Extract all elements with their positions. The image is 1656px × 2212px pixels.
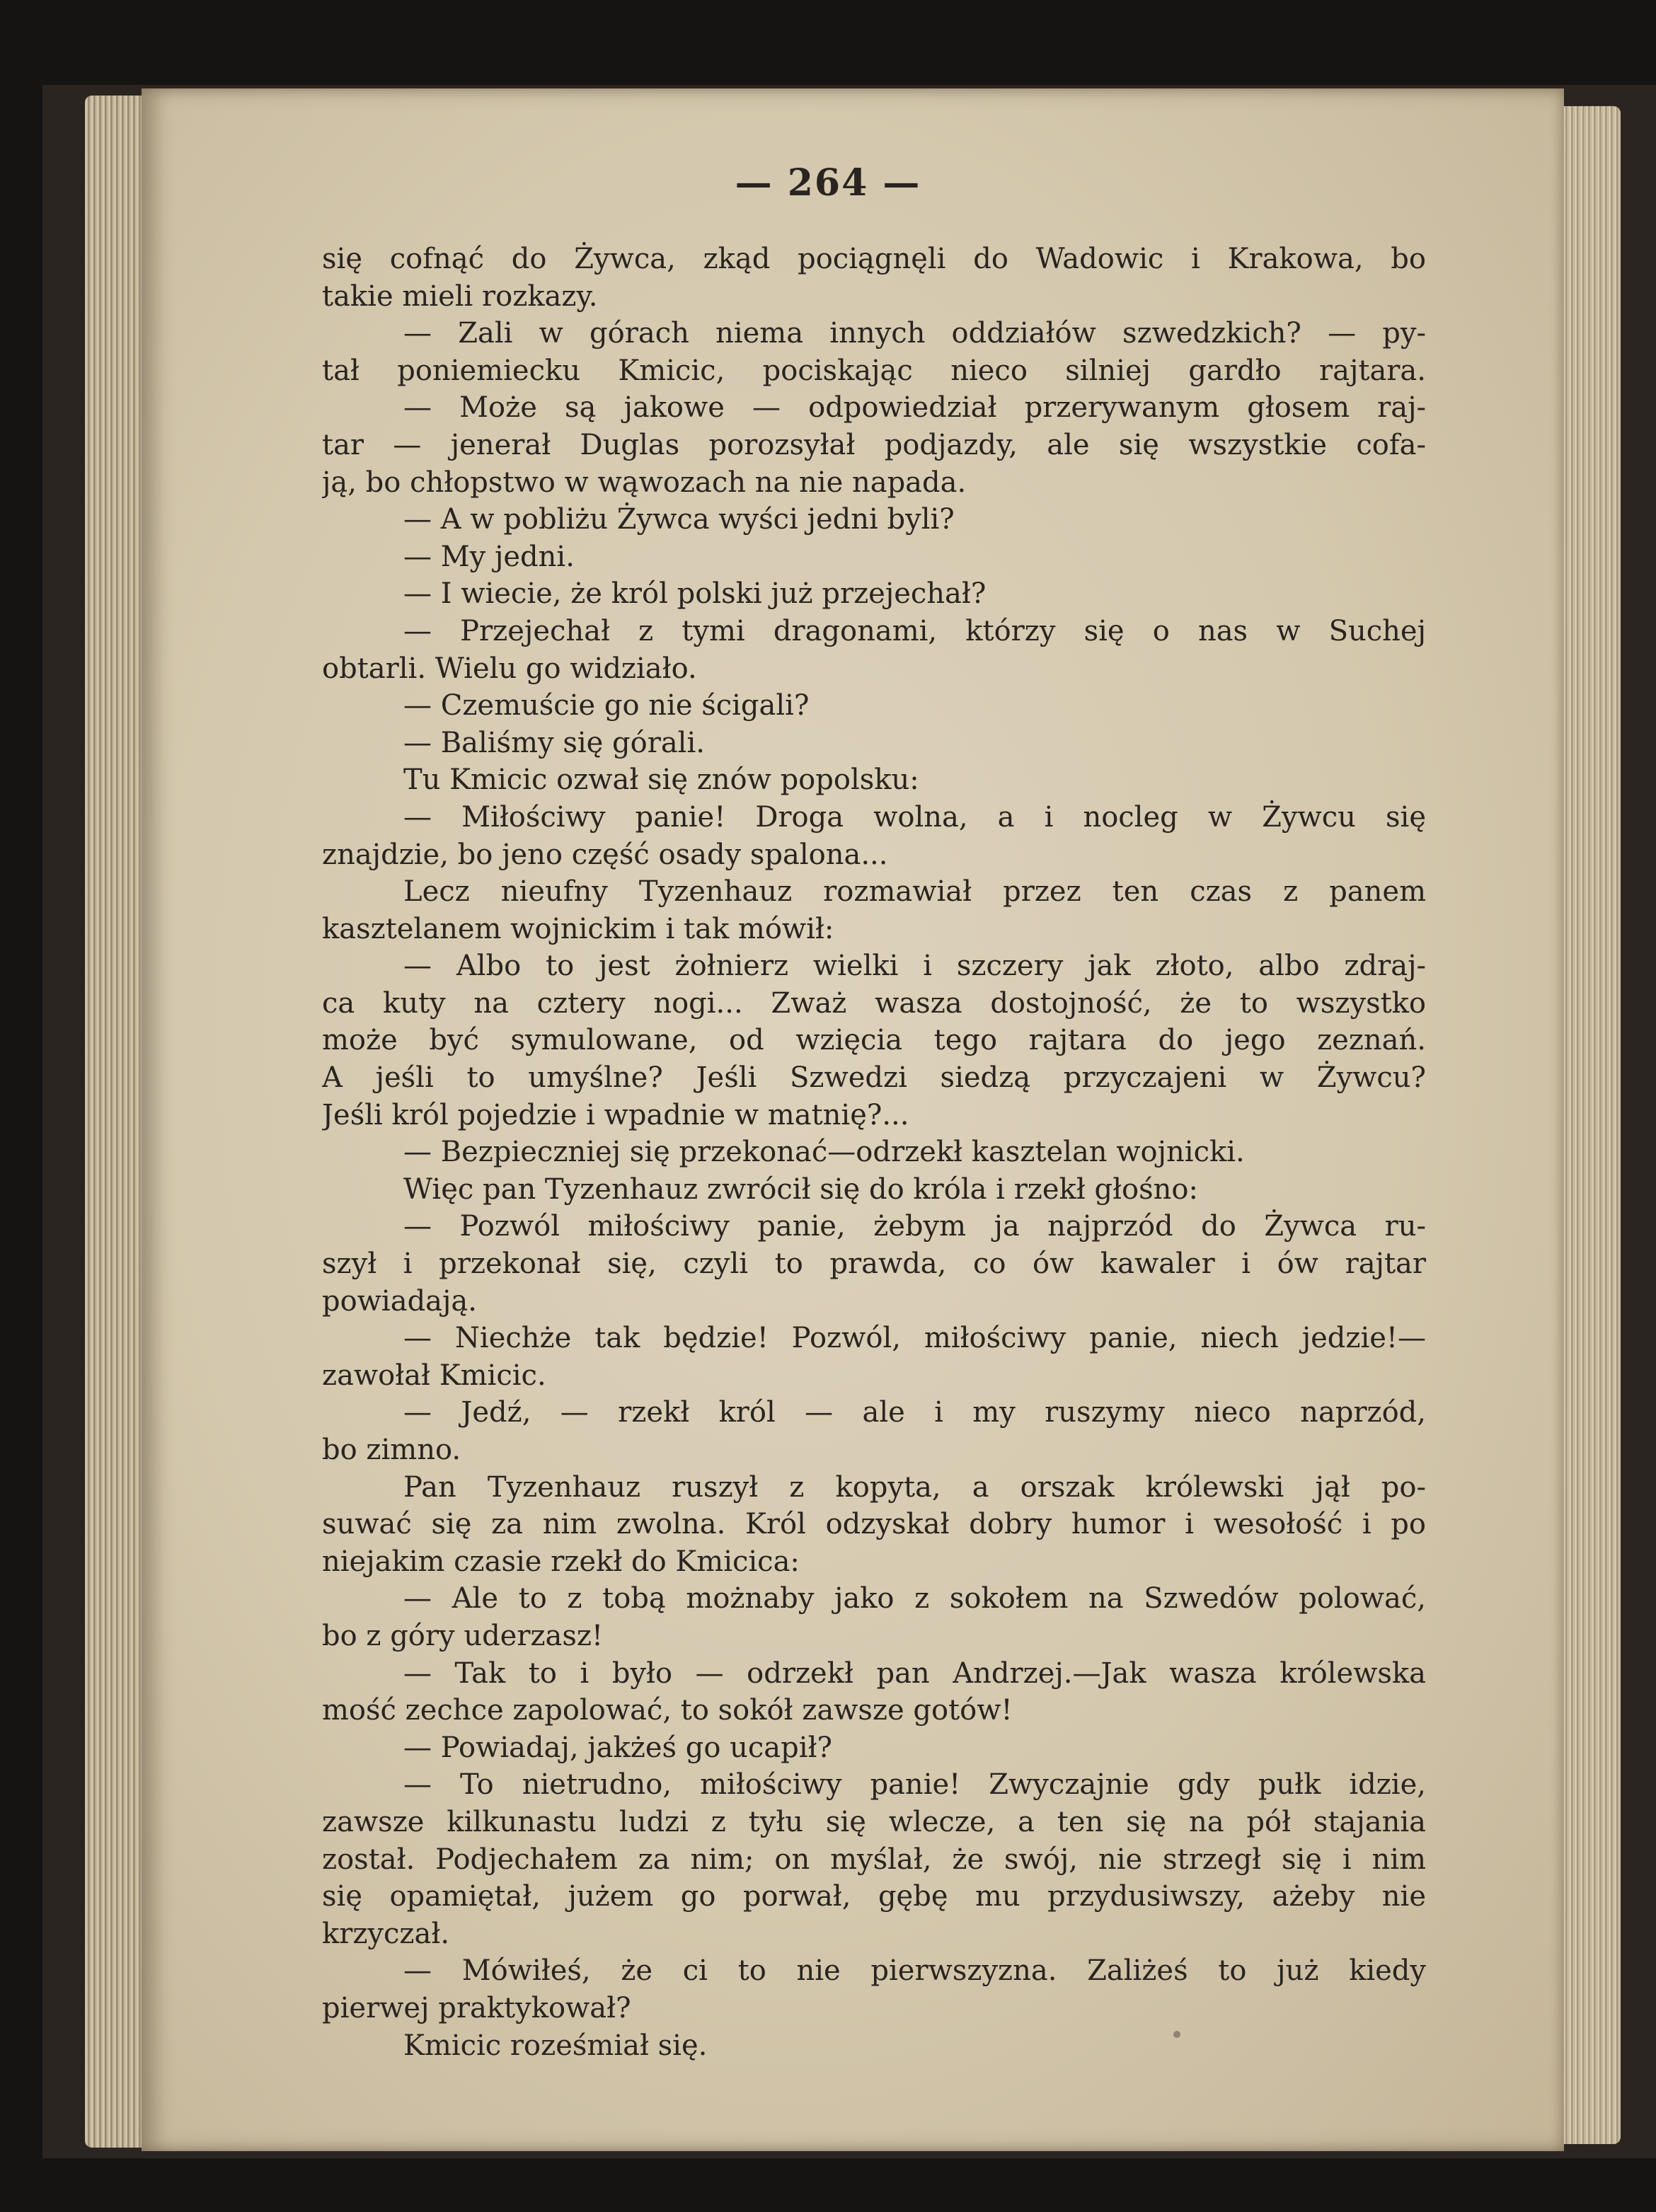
text-line: — Pozwól miłościwy panie, żebym ja najprzód do Żywca ru-: [403, 1210, 1426, 1243]
text-line: — Może są jakowe — odpowiedział przerywanym głosem raj-: [403, 391, 1426, 425]
text-line: obtarli. Wielu go widziało.: [322, 652, 697, 685]
text-line: — Mówiłeś, że ci to nie pierwszyzna. Zaliżeś to już kiedy: [403, 1954, 1426, 1988]
text-line: Więc pan Tyzenhauz zwrócił się do króla i rzekł głośno:: [403, 1173, 1198, 1206]
text-line: — Tak to i było — odrzekł pan Andrzej.—Jak wasza królewska: [403, 1657, 1426, 1690]
text-line: zawsze kilkunastu ludzi z tyłu się wlecze, a ten się na pół stajania: [322, 1805, 1426, 1838]
text-line: niejakim czasie rzekł do Kmicica:: [322, 1545, 800, 1578]
text-line: szył i przekonał się, czyli to prawda, co ów kawaler i ów rajtar: [322, 1248, 1426, 1281]
text-line: — Zali w górach niema innych oddziałów szwedzkich? — py-: [403, 317, 1426, 350]
page-stack-right: [1557, 106, 1621, 2144]
text-line: — To nietrudno, miłościwy panie! Zwyczajnie gdy pułk idzie,: [403, 1768, 1426, 1802]
text-line: — Bezpieczniej się przekonać—odrzekł kasztelan wojnicki.: [403, 1136, 1245, 1169]
text-line: pierwej praktykował?: [322, 1991, 631, 2024]
text-line: — Niechże tak będzie! Pozwól, miłościwy panie, niech jedzie!—: [403, 1322, 1426, 1355]
text-line: ją, bo chłopstwo w wąwozach na nie napada.: [322, 466, 967, 499]
text-line: krzyczał.: [322, 1917, 450, 1950]
page-number: — 264 —: [735, 161, 921, 205]
text-line: Pan Tyzenhauz ruszył z kopyta, a orszak królewski jął po-: [403, 1470, 1426, 1504]
text-line: Jeśli król pojedzie i wpadnie w matnię?...: [322, 1098, 909, 1131]
text-line: A jeśli to umyślne? Jeśli Szwedzi siedzą przyczajeni w Żywcu?: [322, 1061, 1426, 1095]
text-line: — Albo to jest żołnierz wielki i szczery jak złoto, albo zdraj-: [403, 950, 1426, 983]
text-line: zawołał Kmicic.: [322, 1359, 546, 1392]
text-line: kasztelanem wojnickim i tak mówił:: [322, 912, 834, 945]
text-line: powiadają.: [322, 1284, 477, 1318]
text-line: tar — jenerał Duglas porozsyłał podjazdy, ale się wszystkie cofa-: [322, 428, 1426, 461]
page-text: [322, 241, 1426, 2064]
text-line: — Czemuście go nie ścigali?: [403, 689, 810, 722]
text-line: może być symulowane, od wzięcia tego rajtara do jego zeznań.: [322, 1024, 1426, 1057]
text-line: — My jedni.: [403, 540, 575, 573]
ink-speck: [1173, 2031, 1180, 2038]
text-line: Lecz nieufny Tyzenhauz rozmawiał przez ten czas z panem: [403, 875, 1426, 909]
text-line: bo z góry uderzasz!: [322, 1619, 604, 1652]
text-line: — Baliśmy się górali.: [403, 726, 705, 759]
text-line: — I wiecie, że król polski już przejechał?: [403, 577, 987, 611]
text-line: bo zimno.: [322, 1434, 461, 1466]
text-line: mość zechce zapolować, to sokół zawsze gotów!: [322, 1694, 1013, 1727]
text-line: takie mieli rozkazy.: [322, 280, 598, 313]
text-line: Tu Kmicic ozwał się znów popolsku:: [403, 764, 919, 797]
text-line: suwać się za nim zwolna. Król odzyskał dobry humor i wesołość i po: [322, 1508, 1426, 1541]
text-line: — A w pobliżu Żywca wyści jedni byli?: [403, 503, 955, 536]
text-line: się opamiętał, jużem go porwał, gębę mu przydusiwszy, ażeby nie: [322, 1880, 1426, 1913]
text-line: — Ale to z tobą możnaby jako z sokołem na Szwedów polować,: [403, 1582, 1426, 1615]
text-line: się cofnąć do Żywca, zkąd pociągnęli do Wadowic i Krakowa, bo: [322, 243, 1426, 275]
text-line: Kmicic roześmiał się.: [403, 2029, 708, 2062]
text-line: — Jedź, — rzekł król — ale i my ruszymy nieco naprzód,: [403, 1396, 1426, 1429]
text-line: — Przejechał z tymi dragonami, którzy się o nas w Suchej: [403, 614, 1426, 647]
text-line: — Miłościwy panie! Droga wolna, a i nocleg w Żywcu się: [403, 800, 1426, 834]
text-line: tał poniemiecku Kmicic, pociskając nieco silniej gardło rajtara.: [322, 354, 1426, 387]
text-line: znajdzie, bo jeno część osady spalona...: [322, 838, 888, 871]
text-line: — Powiadaj, jakżeś go ucapił?: [403, 1731, 832, 1764]
text-line: został. Podjechałem za nim; on myślał, że swój, nie strzegł się i nim: [322, 1843, 1426, 1876]
text-line: ca kuty na cztery nogi... Zważ wasza dostojność, że to wszystko: [322, 986, 1426, 1020]
